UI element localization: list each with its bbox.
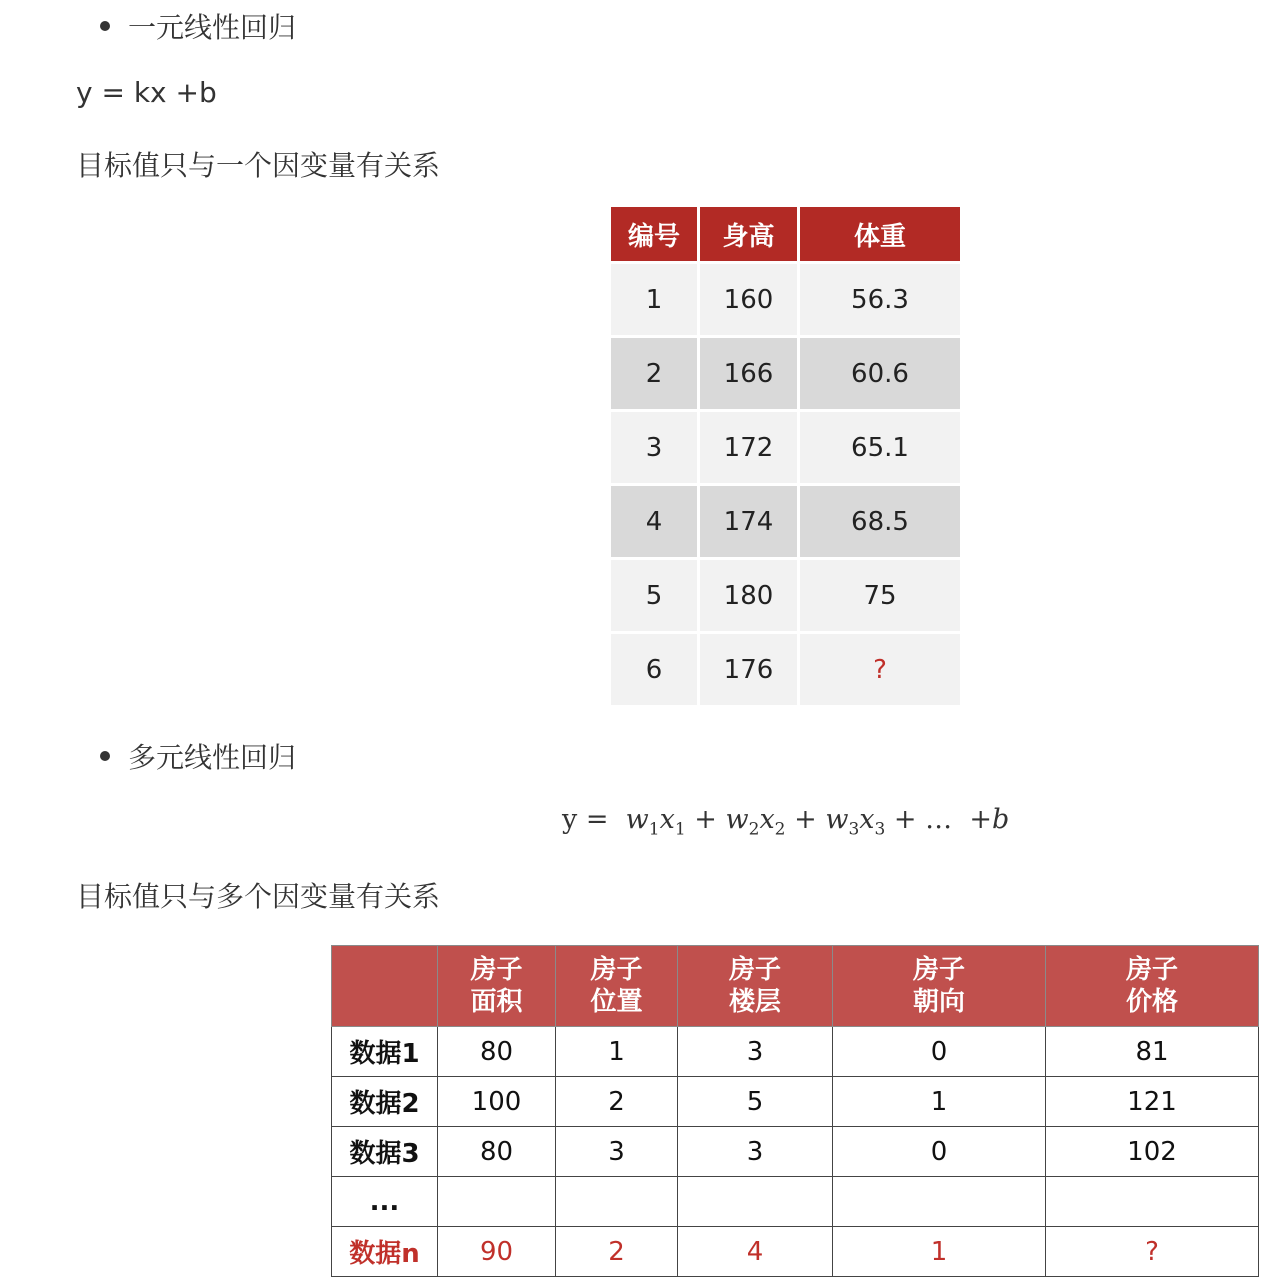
table-row xyxy=(332,1177,1259,1227)
cell: 1 xyxy=(611,261,700,335)
table-row xyxy=(611,631,960,705)
header-line: 朝向 xyxy=(912,987,965,1017)
table-row xyxy=(332,1027,1259,1077)
bullet-label: 一元线性回归 xyxy=(128,11,297,44)
formula-sub: 3 xyxy=(874,819,886,840)
formula-sub: 3 xyxy=(848,819,860,840)
header-area xyxy=(438,946,556,1027)
cell xyxy=(833,1177,1046,1227)
table-row xyxy=(332,1227,1259,1277)
cell: 3 xyxy=(611,409,700,483)
formula-sub: 1 xyxy=(674,819,686,840)
bullet-univariate xyxy=(100,6,296,46)
row-label: 数据2 xyxy=(332,1077,438,1127)
header-blank xyxy=(332,946,438,1027)
cell: ? xyxy=(1046,1227,1259,1277)
description-multiple: 目标值只与多个因变量有关系 xyxy=(76,880,441,913)
cell: 80 xyxy=(438,1027,556,1077)
row-label: ... xyxy=(332,1177,438,1227)
formula-plus: + xyxy=(969,804,992,835)
cell xyxy=(556,1177,678,1227)
cell: 68.5 xyxy=(800,483,960,557)
formula-y: y xyxy=(562,804,578,835)
cell: 174 xyxy=(700,483,800,557)
cell: 100 xyxy=(438,1077,556,1127)
header-line: 价格 xyxy=(1125,987,1178,1017)
formula-x: x xyxy=(859,804,875,835)
cell: 3 xyxy=(678,1027,833,1077)
table-row xyxy=(611,335,960,409)
cell: 3 xyxy=(556,1127,678,1177)
table-header-row xyxy=(611,207,960,261)
cell: 5 xyxy=(611,557,700,631)
house-price-table xyxy=(331,945,1259,1277)
cell: 56.3 xyxy=(800,261,960,335)
header-line: 房子 xyxy=(590,955,643,985)
cell xyxy=(678,1177,833,1227)
cell: 3 xyxy=(678,1127,833,1177)
header-line: 房子 xyxy=(912,955,965,985)
cell: 1 xyxy=(556,1027,678,1077)
cell: 0 xyxy=(833,1127,1046,1177)
table-row xyxy=(332,1127,1259,1177)
cell: 80 xyxy=(438,1127,556,1177)
formula-plus: + xyxy=(694,804,717,835)
header-height: 身高 xyxy=(700,207,800,261)
formula-sub: 2 xyxy=(748,819,760,840)
header-line: 位置 xyxy=(590,987,643,1017)
height-weight-table xyxy=(611,207,960,705)
cell: 2 xyxy=(556,1077,678,1127)
formula-w: w xyxy=(725,804,749,835)
header-line: 面积 xyxy=(470,987,523,1017)
formula-x: x xyxy=(759,804,775,835)
cell: 160 xyxy=(700,261,800,335)
cell: 90 xyxy=(438,1227,556,1277)
formula-multivariate xyxy=(562,804,1009,839)
cell: 4 xyxy=(611,483,700,557)
header-line: 房子 xyxy=(1125,955,1178,985)
description-single: 目标值只与一个因变量有关系 xyxy=(76,149,441,182)
header-price xyxy=(1046,946,1259,1027)
formula-plus: + xyxy=(794,804,817,835)
formula-w: w xyxy=(625,804,649,835)
cell: 6 xyxy=(611,631,700,705)
table-row xyxy=(332,1077,1259,1127)
cell: 1 xyxy=(833,1227,1046,1277)
cell: 1 xyxy=(833,1077,1046,1127)
cell: 81 xyxy=(1046,1027,1259,1077)
unknown-weight-cell: ? xyxy=(800,631,960,705)
formula-b: b xyxy=(991,804,1010,835)
cell xyxy=(438,1177,556,1227)
cell: 65.1 xyxy=(800,409,960,483)
cell: 176 xyxy=(700,631,800,705)
cell: 102 xyxy=(1046,1127,1259,1177)
row-label: 数据n xyxy=(332,1227,438,1277)
row-label: 数据3 xyxy=(332,1127,438,1177)
header-location xyxy=(556,946,678,1027)
header-line: 房子 xyxy=(470,955,523,985)
cell: 2 xyxy=(611,335,700,409)
table-row xyxy=(611,557,960,631)
formula-sub: 1 xyxy=(648,819,660,840)
formula-sub: 2 xyxy=(774,819,786,840)
cell xyxy=(1046,1177,1259,1227)
header-line: 房子 xyxy=(728,955,781,985)
cell: 75 xyxy=(800,557,960,631)
formula-w: w xyxy=(825,804,849,835)
bullet-label: 多元线性回归 xyxy=(128,741,297,774)
cell: 166 xyxy=(700,335,800,409)
cell: 121 xyxy=(1046,1077,1259,1127)
table-row xyxy=(611,409,960,483)
formula-eq: = xyxy=(585,804,609,835)
cell: 4 xyxy=(678,1227,833,1277)
cell: 5 xyxy=(678,1077,833,1127)
cell: 60.6 xyxy=(800,335,960,409)
formula-linear: y = kx +b xyxy=(76,76,217,109)
formula-plus: + xyxy=(893,804,917,835)
row-label: 数据1 xyxy=(332,1027,438,1077)
cell: 172 xyxy=(700,409,800,483)
header-orientation xyxy=(833,946,1046,1027)
header-floor xyxy=(678,946,833,1027)
header-line: 楼层 xyxy=(728,987,781,1017)
header-weight: 体重 xyxy=(800,207,960,261)
cell: 2 xyxy=(556,1227,678,1277)
cell: 180 xyxy=(700,557,800,631)
header-id: 编号 xyxy=(611,207,700,261)
table-row xyxy=(611,261,960,335)
table-row xyxy=(611,483,960,557)
formula-dots: … xyxy=(925,804,953,835)
bullet-dot-icon xyxy=(100,751,110,761)
bullet-multivariate xyxy=(100,736,296,776)
cell: 0 xyxy=(833,1027,1046,1077)
table-header-row xyxy=(332,946,1259,1027)
bullet-dot-icon xyxy=(100,21,110,31)
formula-x: x xyxy=(659,804,675,835)
